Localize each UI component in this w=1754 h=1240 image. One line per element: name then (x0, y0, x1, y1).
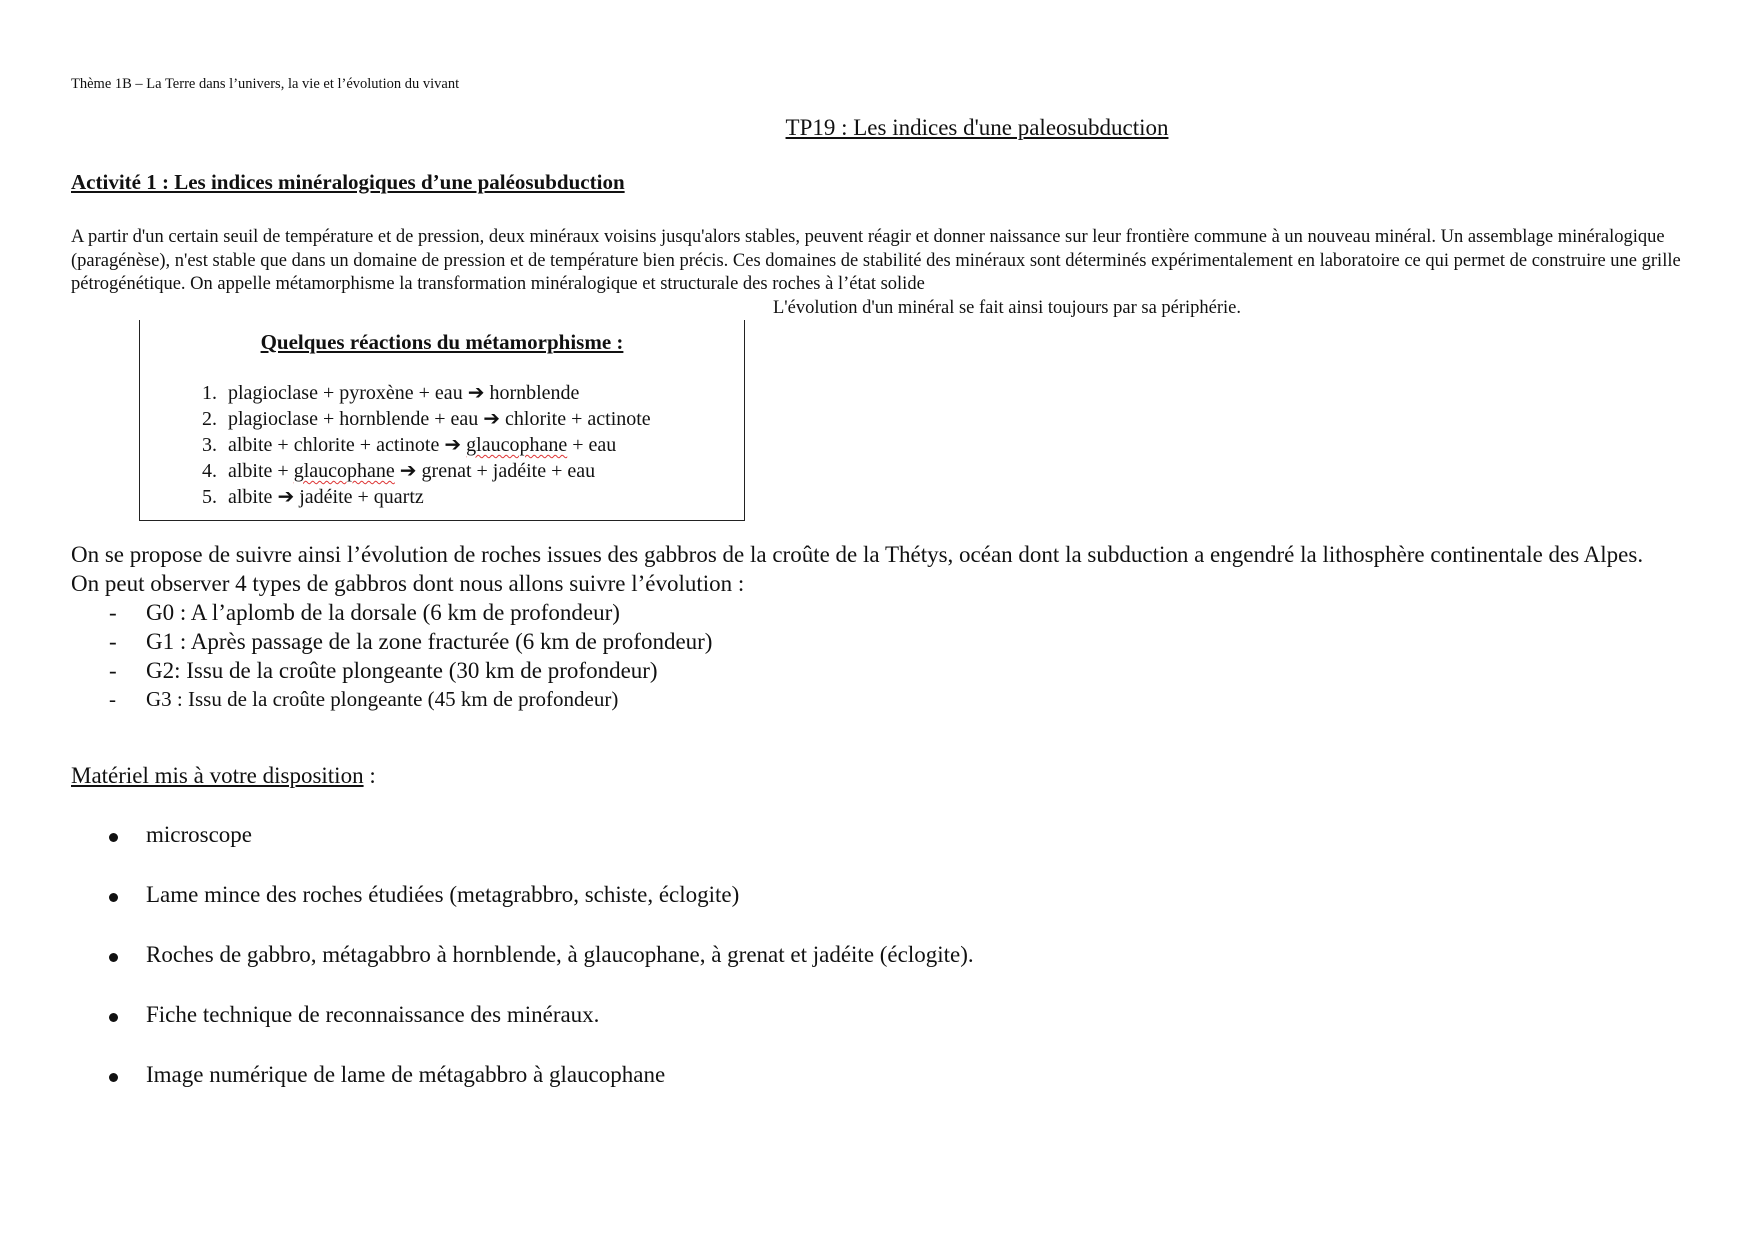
spellcheck-word: glaucophane (466, 434, 568, 456)
bullet-icon (109, 833, 118, 842)
dash-icon: - (109, 658, 117, 683)
reactions-box (139, 320, 745, 521)
reaction-item: 2. plagioclase + hornblende + eau ➔ chlorite + actinote (222, 406, 651, 432)
reactions-list (190, 380, 651, 510)
list-item: - G2: Issu de la croûte plongeante (30 km de profondeur) (109, 658, 658, 683)
list-item: - G0 : A l’aplomb de la dorsale (6 km de profondeur) (109, 600, 620, 625)
paragraph-text: On peut observer 4 types de gabbros dont nous allons suivre l’évolution : (71, 571, 745, 596)
page-header: Thème 1B – La Terre dans l’univers, la vie et l’évolution du vivant (71, 76, 460, 92)
reaction-item: 1. plagioclase + pyroxène + eau ➔ hornblende (222, 380, 651, 406)
reactions-title: Quelques réactions du métamorphisme : (260, 330, 624, 354)
intro-last-line: L'évolution d'un minéral se fait ainsi toujours par sa périphérie. (773, 297, 1242, 318)
bullet-icon (109, 1073, 118, 1082)
spellcheck-word: glaucophane (293, 460, 395, 482)
materiel-list (71, 822, 974, 1122)
bullet-icon (109, 893, 118, 902)
list-item: Roches de gabbro, métagabbro à hornblende, à glaucophane, à grenat et jadéite (éclogite). (71, 942, 974, 1002)
arrow-icon: ➔ (483, 408, 501, 430)
dash-icon: - (109, 600, 117, 625)
reaction-item: 5. albite ➔ jadéite + quartz (222, 484, 651, 510)
paragraph-text: On se propose de suivre ainsi l’évolution de roches issues des gabbros de la croûte de la Thétys, océan dont la subduction a engendré la lithosphère continentale des Alpes. (71, 542, 1644, 567)
arrow-icon: ➔ (277, 486, 295, 508)
list-item: Image numérique de lame de métagabbro à glaucophane (71, 1062, 974, 1122)
reaction-item: 3. albite + chlorite + actinote ➔ glaucophane + eau (222, 432, 651, 458)
intro-text: A partir d'un certain seuil de température et de pression, deux minéraux voisins jusqu'alors stables, peuvent réagir et donner naissance sur leur frontière commune à un nouveau minéral. Un assemblage minéralogique (paragénèse), n'est stable que dans un domaine de pression et de température bien précis. Ces domaines de stabilité des minéraux sont déterminés expérimentalement en laboratoire ce qui permet de construire une grille pétrogénétique. On appelle métamorphisme la transformation minéralogique et structurale des roches à l’état solide (71, 227, 1681, 294)
intro-paragraph (71, 226, 1681, 320)
list-item: Fiche technique de reconnaissance des minéraux. (71, 1002, 974, 1062)
dash-icon: - (109, 629, 117, 654)
bullet-icon (109, 953, 118, 962)
reaction-item: 4. albite + glaucophane ➔ grenat + jadéite + eau (222, 458, 651, 484)
bullet-icon (109, 1013, 118, 1022)
arrow-icon: ➔ (399, 460, 417, 482)
materiel-heading: Matériel mis à votre disposition : (71, 763, 376, 788)
arrow-icon: ➔ (467, 382, 485, 404)
list-item: microscope (71, 822, 974, 882)
list-item: - G3 : Issu de la croûte plongeante (45 km de profondeur) (71, 685, 1701, 714)
gabbro-list (71, 598, 1701, 714)
gabbro-paragraph (71, 540, 1701, 714)
dash-icon: - (109, 687, 116, 711)
list-item: Lame mince des roches étudiées (metagrabbro, schiste, éclogite) (71, 882, 974, 942)
activity-title: Activité 1 : Les indices minéralogiques d’une paléosubduction (71, 170, 625, 194)
page-title: TP19 : Les indices d'une paleosubduction (785, 115, 1169, 140)
list-item: - G1 : Après passage de la zone fracturée (6 km de profondeur) (109, 629, 713, 654)
arrow-icon: ➔ (444, 434, 462, 456)
